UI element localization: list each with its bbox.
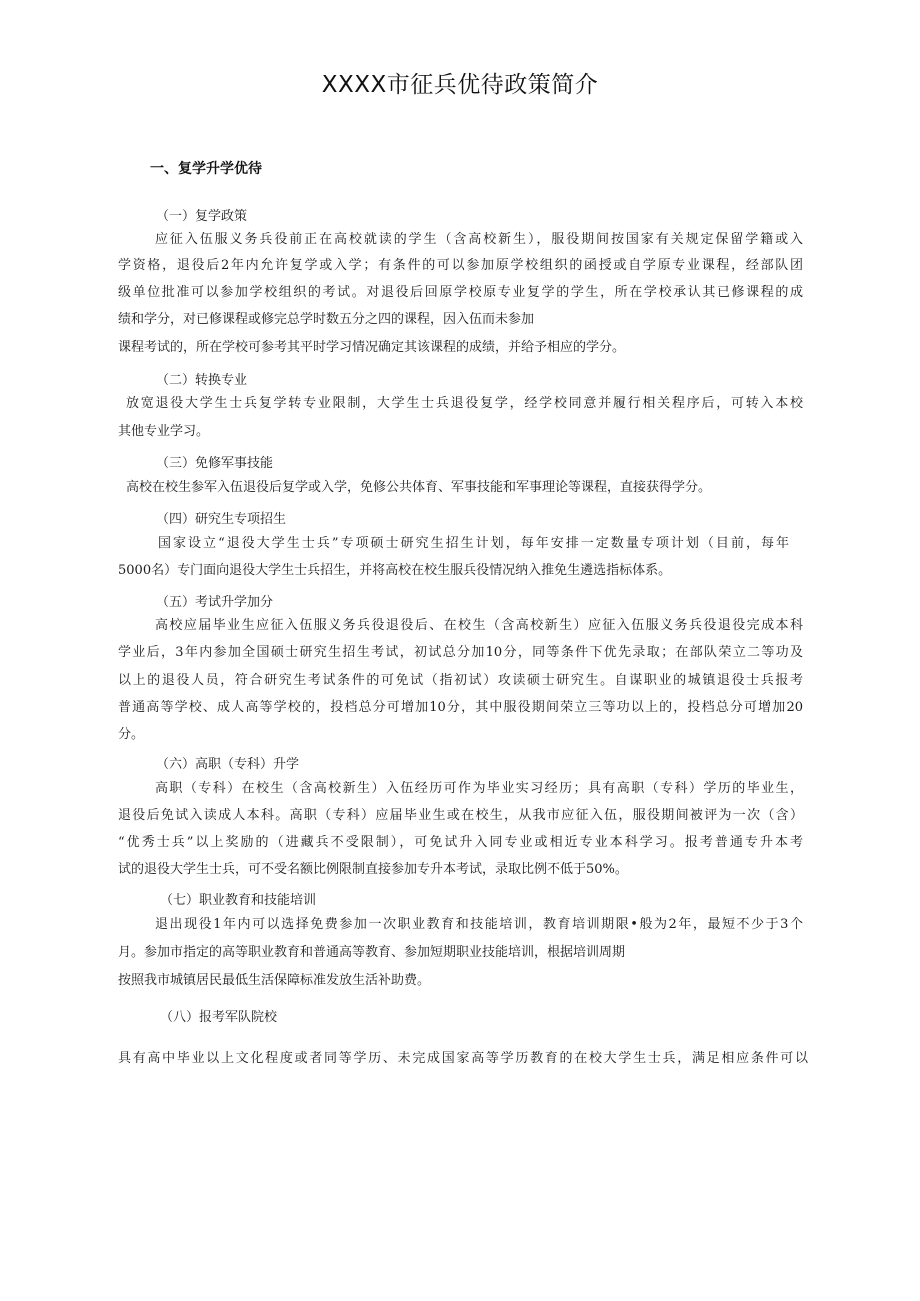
- section-heading-1: 一、复学升学优待: [150, 161, 262, 177]
- paragraph-line: 级单位批准可以参加学校组织的考试。对退役后回原学校原专业复学的学生，所在学校承认其已修课程的成: [118, 285, 803, 300]
- paragraph-line: 学业后，3年内参加全国硕士研究生招生考试，初试总分加10分，同等条件下优先录取；在部队荣立二等功及: [118, 645, 803, 660]
- subsection-heading-2: （二）转换专业: [156, 373, 248, 388]
- subsection-heading-6: （六）高职（专科）升学: [156, 757, 300, 772]
- paragraph-line: 放宽退役大学生士兵复学转专业限制，大学生士兵退役复学，经学校同意并履行相关程序后，可转入本校: [126, 396, 803, 411]
- subsection-heading-8: （八）报考军队院校: [160, 1010, 278, 1025]
- paragraph-line: 分。: [118, 727, 145, 742]
- subsection-heading-5: （五）考试升学加分: [156, 595, 274, 610]
- paragraph-line: 高校在校生参军入伍退役后复学或入学，免修公共体育、军事技能和军事理论等课程，直接获得学分。: [126, 480, 712, 495]
- paragraph-line: 以上的退役人员，符合研究生考试条件的可免试（指初试）攻读硕士研究生。自谋职业的城镇退役士兵报考: [118, 673, 803, 688]
- paragraph-line: 绩和学分，对已修课程或修完总学时数五分之四的课程，因入伍而未参加: [118, 312, 535, 327]
- page-title: XXXX市征兵优待政策简介: [321, 72, 599, 98]
- paragraph-line: 按照我市城镇居民最低生活保障标准发放生活补助费。: [118, 973, 431, 988]
- paragraph-line: 国家设立“退役大学生士兵”专项硕士研究生招生计划，每年安排一定数量专项计划（目前，每年: [158, 536, 789, 551]
- paragraph-line: 其他专业学习。: [118, 424, 210, 439]
- paragraph-line: 退出现役1年内可以选择免费参加一次职业教育和技能培训，教育培训期限•般为2年，最短不少于3个: [155, 917, 803, 932]
- paragraph-line: 应征入伍服义务兵役前正在高校就读的学生（含高校新生），服役期间按国家有关规定保留学籍或入: [155, 232, 803, 247]
- paragraph-line: 5000名）专门面向退役大学生士兵招生，并将高校在校生服兵役情况纳入推免生遴选指标体系。: [118, 563, 672, 578]
- paragraph-line: 普通高等学校、成人高等学校的，投档总分可增加10分，其中服役期间荣立三等功以上的，投档总分可增加20: [118, 700, 803, 715]
- paragraph-line: 具有高中毕业以上文化程度或者同等学历、未完成国家高等学历教育的在校大学生士兵，满足相应条件可以: [118, 1051, 808, 1066]
- paragraph-line: “优秀士兵”以上奖励的（进藏兵不受限制），可免试升入同专业或相近专业本科学习。报考普通专升本考: [118, 835, 803, 850]
- subsection-heading-7: （七）职业教育和技能培训: [160, 893, 317, 908]
- subsection-heading-3: （三）免修军事技能: [156, 456, 274, 471]
- paragraph-line: 高校应届毕业生应征入伍服义务兵役退役后、在校生（含高校新生）应征入伍服义务兵役退役完成本科: [155, 618, 803, 633]
- paragraph-line: 学资格，退役后2年内允许复学或入学；有条件的可以参加原学校组织的函授或自学原专业课程，经部队团: [118, 258, 803, 273]
- paragraph-line: 试的退役大学生士兵，可不受名额比例限制直接参加专升本考试，录取比例不低于50%。: [118, 862, 628, 877]
- subsection-heading-1: （一）复学政策: [156, 209, 248, 224]
- paragraph-line: 月。参加市指定的高等职业教育和普通高等教育、参加短期职业技能培训，根据培训周期: [118, 945, 626, 960]
- paragraph-line: 高职（专科）在校生（含高校新生）入伍经历可作为毕业实习经历；具有高职（专科）学历的毕业生，: [155, 781, 803, 796]
- paragraph-line: 课程考试的，所在学校可参考其平时学习情况确定其该课程的成绩，并给予相应的学分。: [118, 340, 626, 355]
- subsection-heading-4: （四）研究生专项招生: [156, 512, 287, 527]
- paragraph-line: 退役后免试入读成人本科。高职（专科）应届毕业生或在校生，从我市应征入伍，服役期间被评为一次（含）: [118, 808, 803, 823]
